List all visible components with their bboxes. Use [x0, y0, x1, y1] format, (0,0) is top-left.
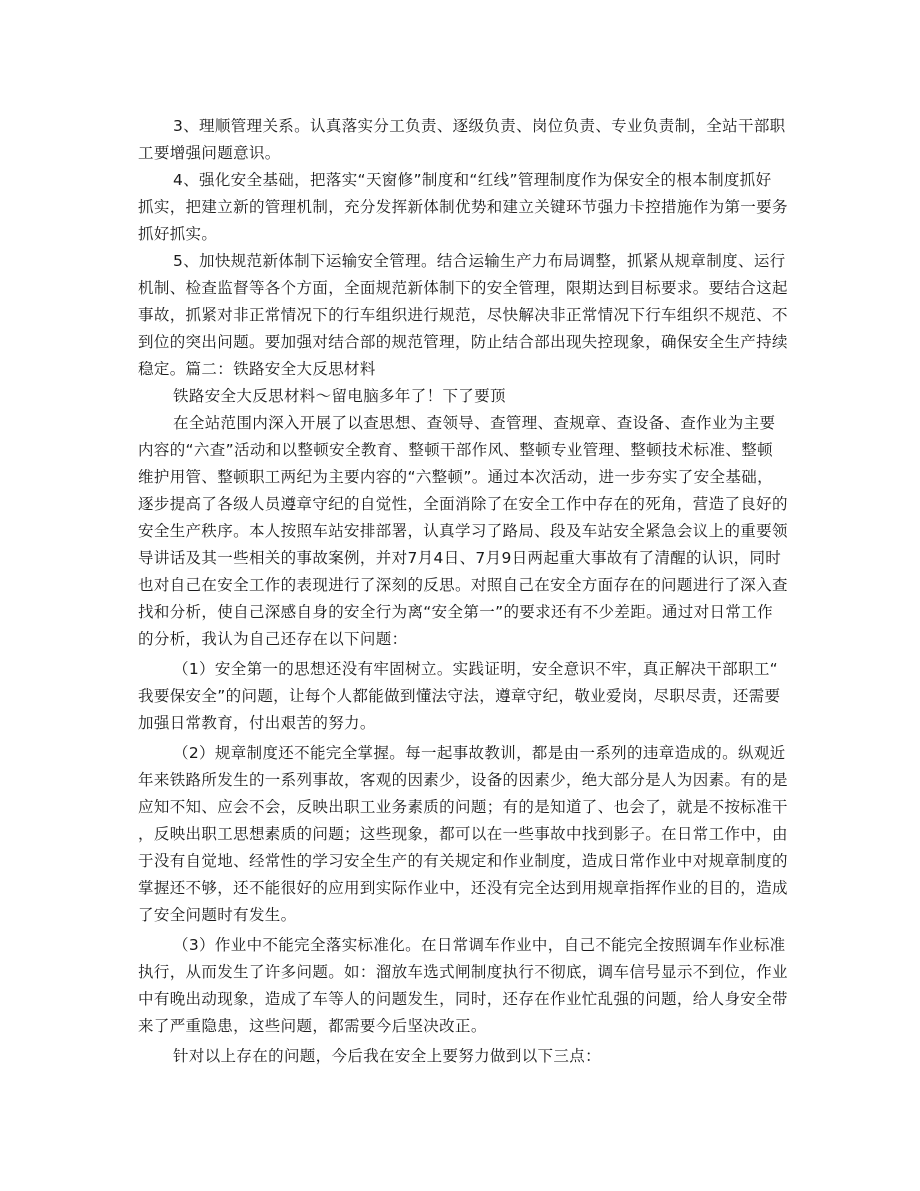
text-line: 我要保安全”的问题，让每个人都能做到懂法守法，遵章守纪，敬业爱岗，尽职尽责，还需要 — [138, 687, 781, 705]
text-line: 内容的“六查”活动和以整顿安全教育、整顿干部作风、整顿专业管理、整顿技术标准、整顿 — [138, 441, 773, 459]
text-line: （1）安全第一的思想还没有牢固树立。实践证明，安全意识不牢，真正解决干部职工“ — [173, 660, 779, 678]
text-line: 3、理顺管理关系。认真落实分工负责、逐级负责、岗位负责、专业负责制，全站干部职 — [173, 117, 786, 135]
text-line: 事故，抓紧对非正常情况下的行车组织进行规范，尽快解决非正常情况下行车组织不规范、不 — [138, 306, 788, 324]
text-line: 维护用管、整顿职工两纪为主要内容的“六整顿”。通过本次活动，进一步夯实了安全基础， — [138, 468, 773, 486]
text-line: 年来铁路所发生的一系列事故，客观的因素少，设备的因素少，绝大部分是人为因素。有的是 — [138, 771, 788, 789]
text-line: 到位的突出问题。要加强对结合部的规范管理，防止结合部出现失控现象，确保安全生产持续 — [138, 333, 788, 351]
text-line: ，反映出职工思想素质的问题；这些现象，都可以在一些事故中找到影子。在日常工作中，由 — [138, 825, 788, 843]
text-line: 来了严重隐患，这些问题，都需要今后坚决改正。 — [138, 1017, 487, 1035]
text-line: 铁路安全大反思材料～留电脑多年了！下了要顶 — [173, 387, 506, 405]
text-line: 也对自己在安全工作的表现进行了深刻的反思。对照自己在安全方面存在的问题进行了深入查 — [138, 576, 788, 594]
text-line: 工要增强问题意识。 — [138, 144, 281, 162]
text-line: 于没有自觉地、经常性的学习安全生产的有关规定和作业制度，造成日常作业中对规章制度的 — [138, 852, 788, 870]
text-line: 稳定。篇二：铁路安全大反思材料 — [138, 360, 376, 378]
text-line: 针对以上存在的问题，今后我在安全上要努力做到以下三点： — [173, 1047, 601, 1065]
text-line: 逐步提高了各级人员遵章守纪的自觉性，全面消除了在安全工作中存在的死角，营造了良好的 — [138, 495, 788, 513]
text-line: 了安全问题时有发生。 — [138, 906, 297, 924]
text-line: 4、强化安全基础，把落实“天窗修”制度和“红线”管理制度作为保安全的根本制度抓好 — [173, 171, 772, 189]
text-line: 的分析，我认为自己还存在以下问题： — [138, 630, 408, 648]
text-line: 抓好抓实。 — [138, 225, 218, 243]
text-line: 导讲话及其一些相关的事故案例，并对7月4日、7月9日两起重大事故有了清醒的认识，同时 — [138, 549, 782, 567]
text-line: 找和分析，使自己深感自身的安全行为离“安全第一”的要求还有不少差距。通过对日常工作 — [138, 603, 773, 621]
text-line: （3）作业中不能完全落实标准化。在日常调车作业中，自己不能完全按照调车作业标准 — [173, 936, 786, 954]
text-line: 执行，从而发生了许多问题。如：溜放车选式闸制度执行不彻底，调车信号显示不到位，作业 — [138, 963, 788, 981]
text-line: 应知不知、应会不会，反映出职工业务素质的问题；有的是知道了、也会了，就是不按标准干 — [138, 798, 788, 816]
text-line: 5、加快规范新体制下运输安全管理。结合运输生产力布局调整，抓紧从规章制度、运行 — [173, 252, 786, 270]
text-line: 抓实，把建立新的管理机制，充分发挥新体制优势和建立关键环节强力卡控措施作为第一要务 — [138, 198, 788, 216]
text-line: 在全站范围内深入开展了以查思想、查领导、查管理、查规章、查设备、查作业为主要 — [173, 414, 776, 432]
text-line: 掌握还不够，还不能很好的应用到实际作业中，还没有完全达到用规章指挥作业的目的，造成 — [138, 879, 788, 897]
text-line: 安全生产秩序。本人按照车站安排部署，认真学习了路局、段及车站安全紧急会议上的重要领 — [138, 522, 788, 540]
text-line: 中有晚出动现象，造成了车等人的问题发生，同时，还存在作业忙乱强的问题，给人身安全带 — [138, 990, 788, 1008]
text-line: 机制、检查监督等各个方面，全面规范新体制下的安全管理，限期达到目标要求。要结合这起 — [138, 279, 788, 297]
text-line: 加强日常教育，付出艰苦的努力。 — [138, 714, 376, 732]
text-line: （2）规章制度还不能完全掌握。每一起事故教训，都是由一系列的违章造成的。纵观近 — [173, 744, 786, 762]
